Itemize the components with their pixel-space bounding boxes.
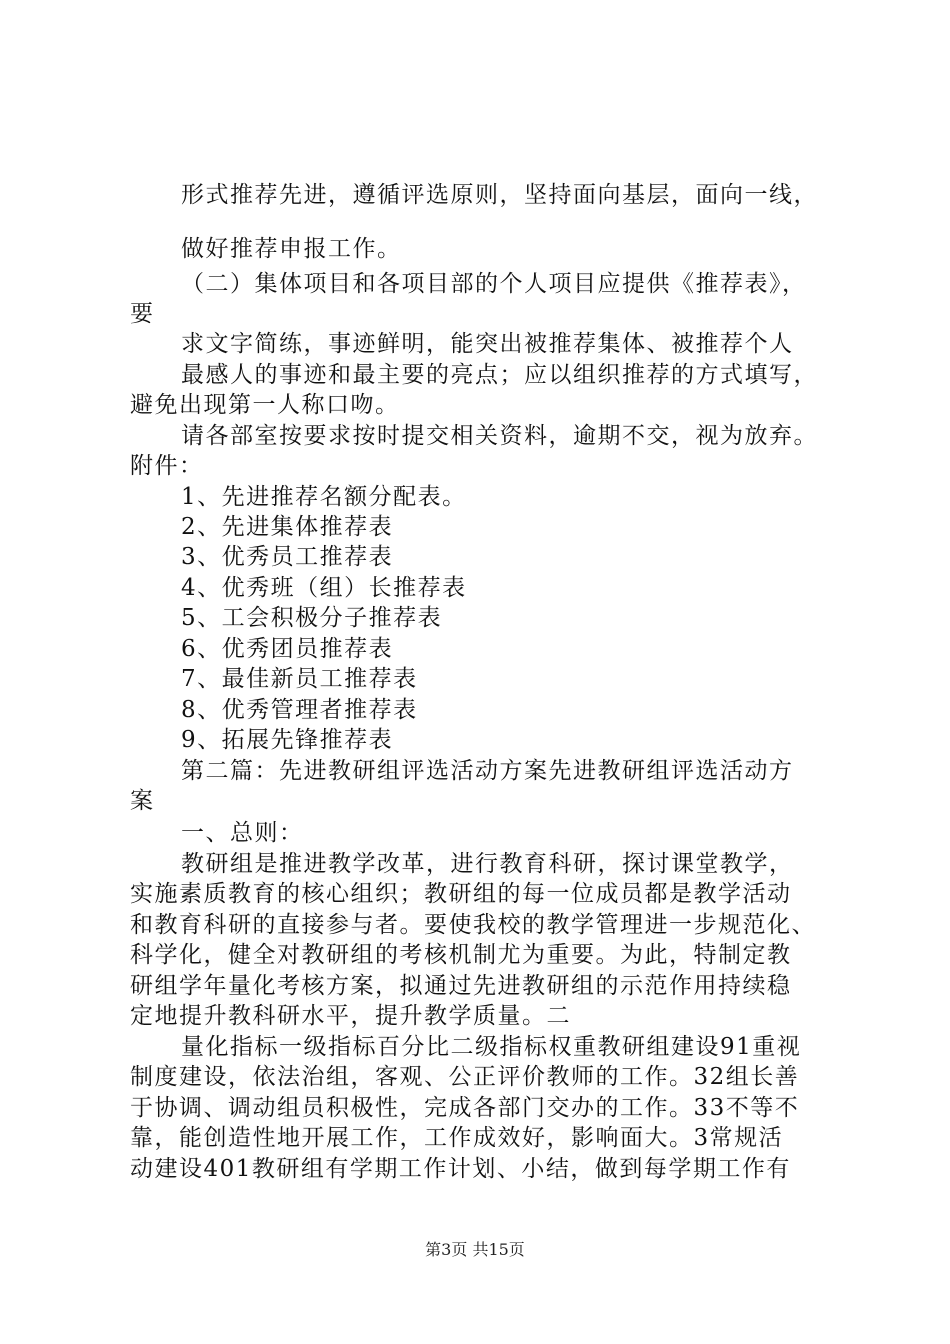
text-line: 教研组是推进教学改革，进行教育科研，探讨课堂教学， xyxy=(181,851,794,877)
text-line: 最感人的事迹和最主要的亮点；应以组织推荐的方式填写， xyxy=(181,362,818,388)
text-line: 做好推荐申报工作。 xyxy=(181,236,402,262)
text-line: 请各部室按要求按时提交相关资料，逾期不交，视为放弃。 xyxy=(181,423,818,449)
list-item: 3、优秀员工推荐表 xyxy=(181,544,394,570)
text-line: 形式推荐先进，遵循评选原则，坚持面向基层，面向一线， xyxy=(181,182,818,208)
list-item: 5、工会积极分子推荐表 xyxy=(181,605,443,631)
text-line: （二）集体项目和各项目部的个人项目应提供《推荐表》， xyxy=(181,271,807,297)
page-number: 第3页 共15页 xyxy=(425,1240,525,1259)
text-line: 科学化，健全对教研组的考核机制尤为重要。为此，特制定教 xyxy=(130,942,792,968)
list-item: 2、先进集体推荐表 xyxy=(181,514,394,540)
list-item: 9、拓展先锋推荐表 xyxy=(181,727,394,753)
list-item: 6、优秀团员推荐表 xyxy=(181,636,394,662)
text-line: 一、总则： xyxy=(181,820,304,846)
list-item: 4、优秀班（组）长推荐表 xyxy=(181,575,467,601)
text-line: 量化指标一级指标百分比二级指标权重教研组建设91重视 xyxy=(181,1034,802,1060)
text-line: 定地提升教科研水平，提升教学质量。二 xyxy=(130,1003,571,1029)
text-line: 制度建设，依法治组，客观、公正评价教师的工作。32组长善 xyxy=(130,1064,800,1090)
text-line: 要 xyxy=(130,301,155,327)
section-heading: 案 xyxy=(130,788,155,814)
text-line: 于协调、调动组员积极性，完成各部门交办的工作。33不等不 xyxy=(130,1095,800,1121)
list-item: 1、先进推荐名额分配表。 xyxy=(181,484,467,510)
text-line: 求文字简练，事迹鲜明，能突出被推荐集体、被推荐个人 xyxy=(181,331,794,357)
text-line: 靠，能创造性地开展工作，工作成效好，影响面大。3常规活 xyxy=(130,1125,784,1151)
text-line: 附件： xyxy=(130,453,204,479)
text-line: 动建设401教研组有学期工作计划、小结，做到每学期工作有 xyxy=(130,1156,791,1182)
list-item: 7、最佳新员工推荐表 xyxy=(181,666,418,692)
text-line: 研组学年量化考核方案，拟通过先进教研组的示范作用持续稳 xyxy=(130,973,792,999)
text-line: 和教育科研的直接参与者。要使我校的教学管理进一步规范化、 xyxy=(130,912,816,938)
text-line: 避免出现第一人称口吻。 xyxy=(130,392,400,418)
section-heading: 第二篇：先进教研组评选活动方案先进教研组评选活动方 xyxy=(181,758,794,784)
text-line: 实施素质教育的核心组织；教研组的每一位成员都是教学活动 xyxy=(130,881,792,907)
list-item: 8、优秀管理者推荐表 xyxy=(181,697,418,723)
